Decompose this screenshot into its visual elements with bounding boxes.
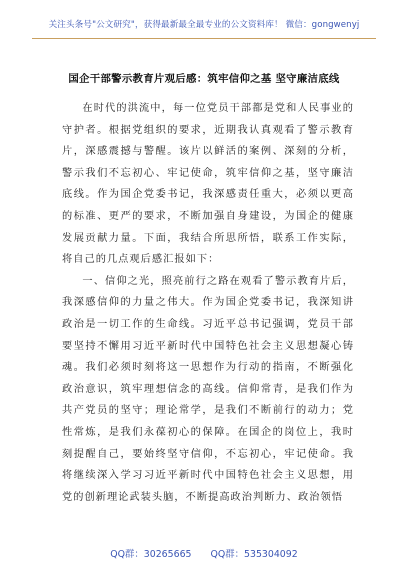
footer-qq-group-2: QQ群：535304092 — [210, 549, 298, 560]
footer-qq-group-1: QQ群：30265665 — [110, 549, 192, 560]
footer-contact — [0, 546, 408, 560]
paragraph-intro: 在时代的洪流中，每一位党员干部都是党和人民事业的守护者。根据党组织的要求，近期我认真观看了警示教育片，深感震撼与警醒。该片以鲜活的案例、深刻的分析，警示我们不忘初心、牢记使命，筑牢信仰之基，坚守廉洁底线。作为国企党委书记，我深感责任重大，必须以更高的标准、更严的要求，不断加强自身建设，为国企的健康发展贡献力量。下面，我结合所思所悟，联系工作实际，将自己的几点观后感汇报如下： — [62, 103, 354, 266]
promo-banner: 关注头条号"公文研究"，获得最新最全最专业的公文资料库！ 微信：gongwenyj — [48, 20, 360, 30]
paragraph-section-1: 一、信仰之光，照亮前行之路在观看了警示教育片后，我深感信仰的力量之伟大。作为国企党委书记，我深知讲政治是一切工作的生命线。习近平总书记强调，党员干部要坚持不懈用习近平新时代中国特色社会主义思想凝心铸魂。我们必须时刻将这一思想作为行动的指南，不断强化政治意识，筑牢理想信念的高线。信仰常青，是我们作为共产党员的坚守；理论常学，是我们不断前行的动力；党性常炼，是我们永葆初心的保障。在国企的岗位上，我时刻提醒自己，要始终坚守信仰，不忘初心，牢记使命。我将继续深入学习习近平新时代中国特色社会主义思想，用党的创新理论武装头脑，不断提高政治判断力、政治领悟 — [62, 275, 354, 503]
document-body — [62, 98, 354, 508]
header-divider — [32, 38, 376, 39]
document-title: 国企干部警示教育片观后感：筑牢信仰之基 坚守廉洁底线 — [68, 73, 340, 85]
